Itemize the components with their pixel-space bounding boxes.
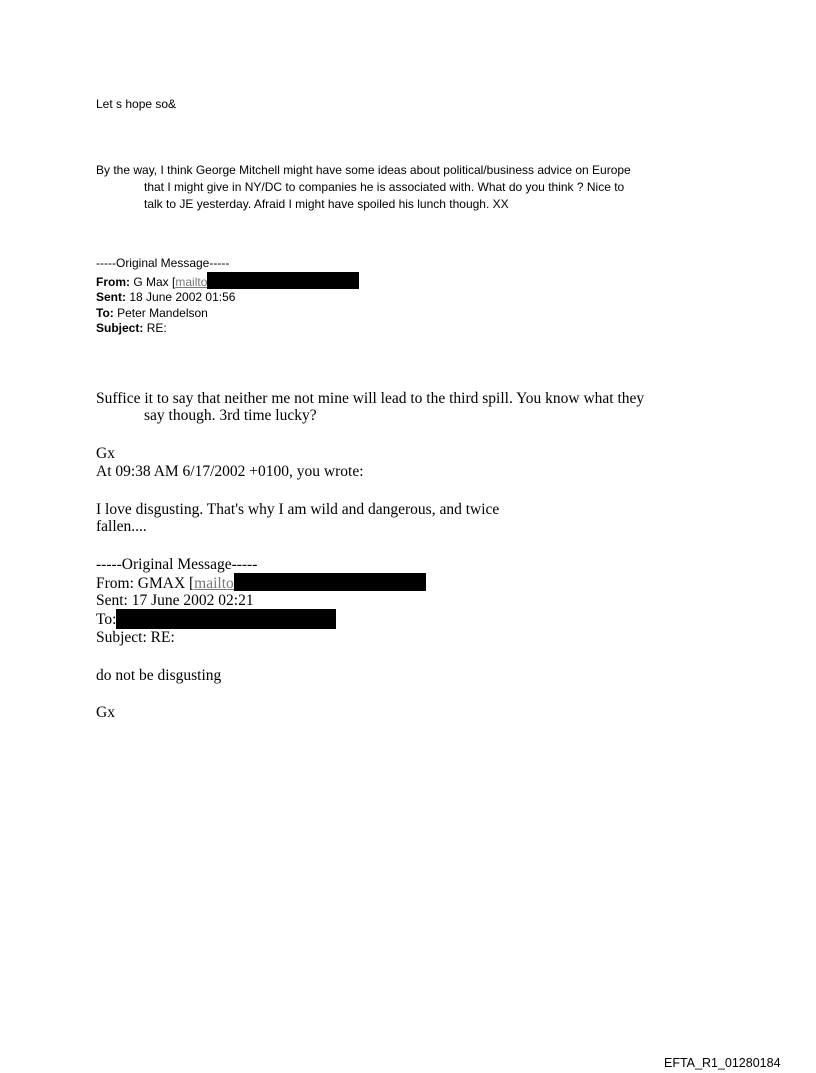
love-line-1: I love disgusting. That's why I am wild and dangerous, and twice (96, 501, 500, 518)
wrote-line: At 09:38 AM 6/17/2002 +0100, you wrote: (96, 463, 364, 480)
redaction-box-2 (234, 573, 426, 591)
redaction-box (207, 272, 359, 289)
sent-value: 18 June 2002 01:56 (129, 290, 236, 304)
to-row-2 (96, 609, 426, 629)
disgusting-line: do not be disgusting (96, 667, 222, 684)
signature-gx-1: Gx (96, 445, 115, 462)
sent-row-2: Sent: 17 June 2002 02:21 (96, 592, 254, 609)
love-line-2: fallen.... (96, 518, 147, 535)
sent-row (96, 290, 359, 306)
sent-label: Sent: (96, 290, 126, 304)
document-id: EFTA_R1_01280184 (664, 1056, 781, 1070)
subject-row (96, 321, 359, 337)
signature-gx-2: Gx (96, 704, 115, 721)
from-value: G Max [ (133, 274, 176, 289)
redaction-box-3 (116, 609, 336, 629)
mailto-link-2[interactable]: mailto (194, 575, 234, 592)
email-body-1 (96, 390, 644, 424)
hope-line: Let s hope so& (96, 97, 177, 111)
mailto-link[interactable]: mailto (175, 274, 208, 289)
original-message-label-2: -----Original Message----- (96, 556, 258, 573)
email-header-2 (96, 556, 426, 646)
from-row-2 (96, 573, 426, 592)
love-paragraph (96, 501, 499, 535)
to-label: To: (96, 305, 114, 320)
suffice-line-1: Suffice it to say that neither me not mine will lead to the third spill. You know what they (96, 390, 645, 407)
to-value: Peter Mandelson (117, 305, 208, 320)
byway-paragraph (96, 162, 631, 213)
suffice-line-2: say though. 3rd time lucky? (144, 407, 317, 424)
byway-line-1: By the way, I think George Mitchell might have some ideas about political/business advice on Europe (96, 163, 631, 177)
subject-value: RE: (146, 321, 167, 335)
email-header-1 (96, 256, 359, 337)
to-text-2: To: (96, 611, 117, 628)
byway-line-2: that I might give in NY/DC to companies he is associated with. What do you think ? Nice to (144, 180, 625, 194)
original-message-label: -----Original Message----- (96, 256, 230, 270)
to-row (96, 306, 359, 322)
subject-row-2: Subject: RE: (96, 629, 175, 646)
byway-line-3: talk to JE yesterday. Afraid I might have spoiled his lunch though. XX (144, 197, 509, 211)
subject-label: Subject: (96, 321, 144, 335)
from-label: From: (96, 274, 130, 289)
from-text-2: From: GMAX [ (96, 575, 195, 592)
from-row (96, 272, 359, 291)
